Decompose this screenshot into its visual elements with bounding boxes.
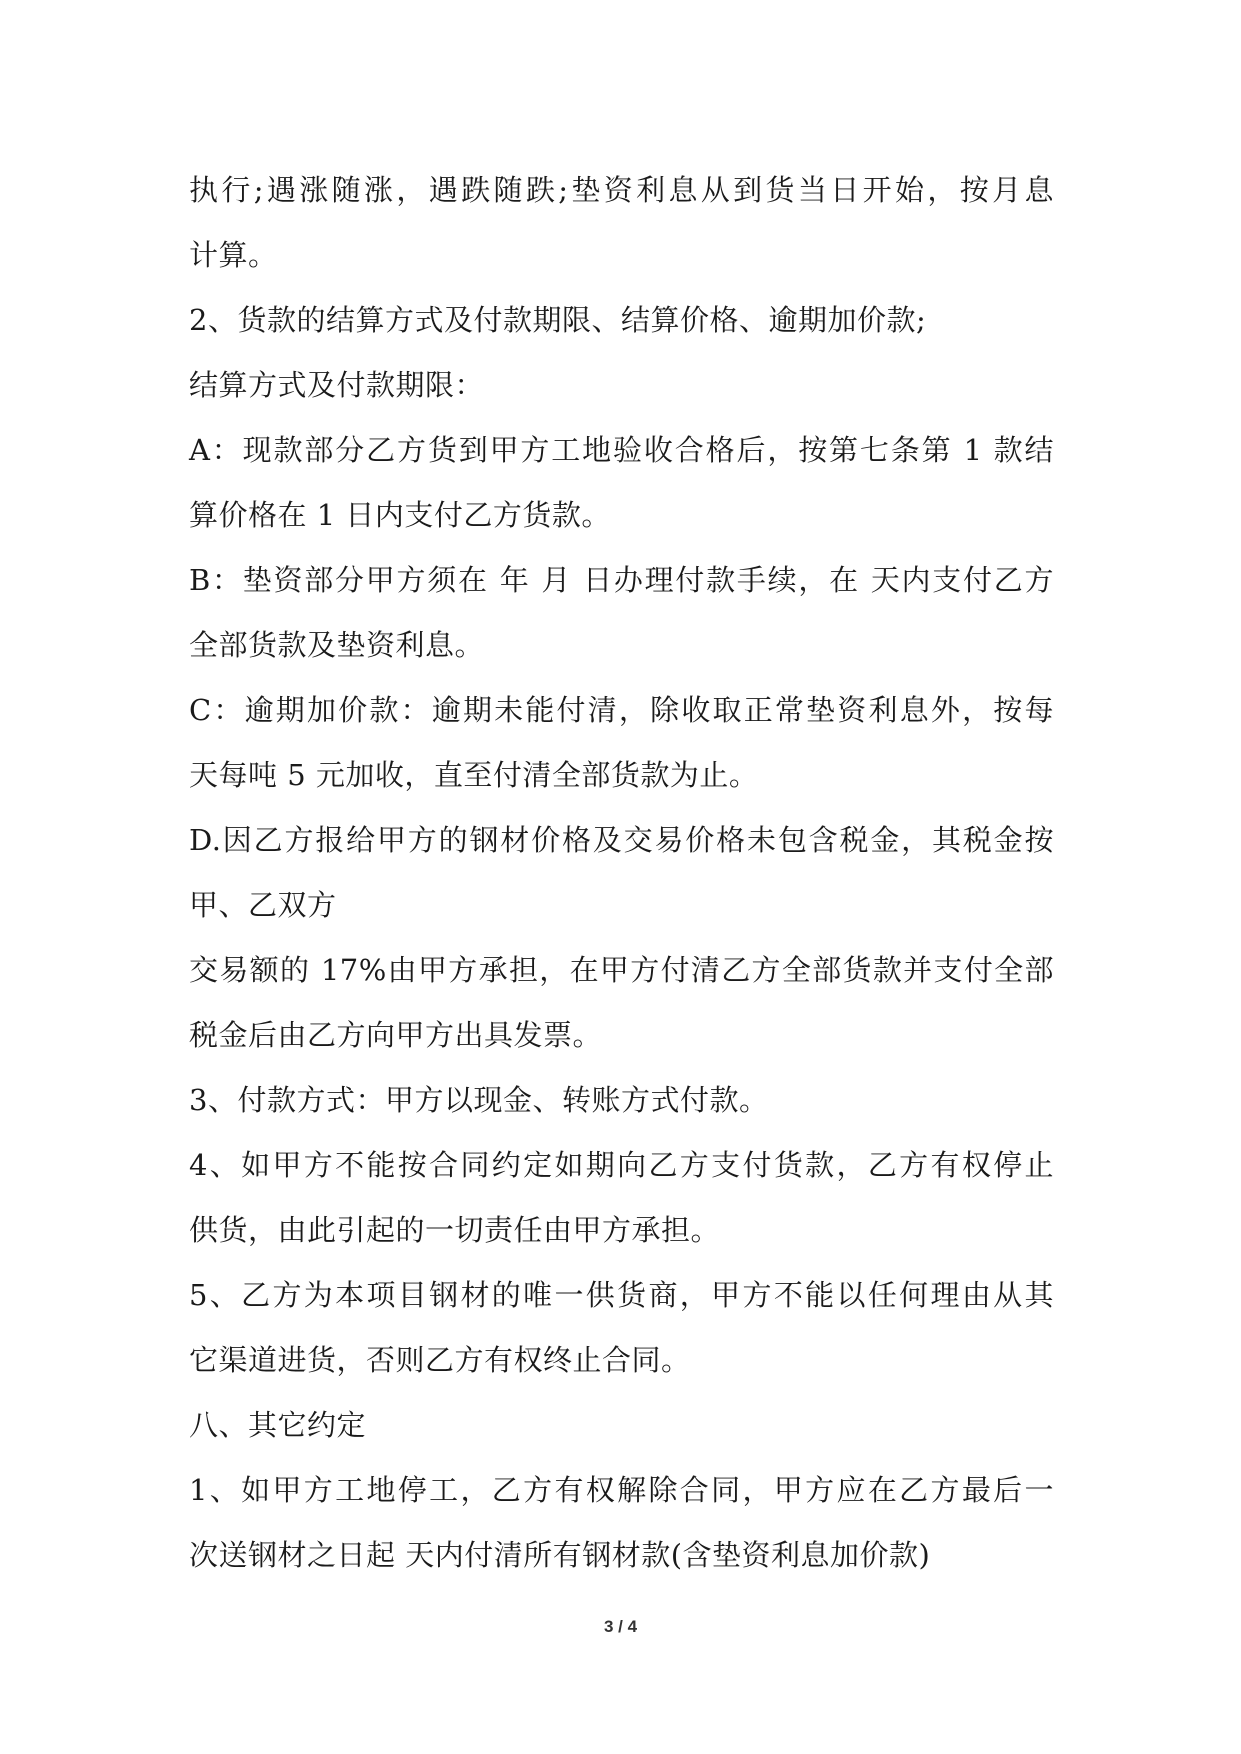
text-line: 结算方式及付款期限： [189,368,485,402]
text-line: 全部货款及垫资利息。 [189,628,485,662]
text-line: B：垫资部分甲方须在 年 月 日办理付款手续，在 天内支付乙方 [189,563,1054,597]
text-line: 1、如甲方工地停工，乙方有权解除合同，甲方应在乙方最后一 [189,1473,1054,1507]
text-line: 税金后由乙方向甲方出具发票。 [189,1018,603,1052]
text-line: 它渠道进货，否则乙方有权终止合同。 [189,1343,691,1377]
text-line: 5、乙方为本项目钢材的唯一供货商，甲方不能以任何理由从其 [189,1278,1054,1312]
text-line: C：逾期加价款：逾期未能付清，除收取正常垫资利息外，按每 [189,693,1054,727]
document-body [189,158,1054,1588]
text-line: D.因乙方报给甲方的钢材价格及交易价格未包含税金，其税金按 [189,823,1054,857]
text-line: A：现款部分乙方货到甲方工地验收合格后，按第七条第 1 款结 [189,433,1054,467]
text-line: 天每吨 5 元加收，直至付清全部货款为止。 [189,758,759,792]
text-line: 甲、乙双方 [189,888,337,922]
text-line: 计算。 [189,238,278,272]
text-line: 4、如甲方不能按合同约定如期向乙方支付货款，乙方有权停止 [189,1148,1054,1182]
text-line: 执行;遇涨随涨，遇跌随跌;垫资利息从到货当日开始，按月息 [189,173,1054,207]
text-line: 2、货款的结算方式及付款期限、结算价格、逾期加价款; [189,303,927,337]
text-line: 算价格在 1 日内支付乙方货款。 [189,498,611,532]
text-line: 3、付款方式：甲方以现金、转账方式付款。 [189,1083,769,1117]
text-line: 次送钢材之日起 天内付清所有钢材款(含垫资利息加价款) [189,1538,931,1572]
section-heading: 八、其它约定 [189,1408,367,1442]
text-line: 交易额的 17%由甲方承担，在甲方付清乙方全部货款并支付全部 [189,953,1054,987]
page-number: 3 / 4 [603,1617,638,1636]
text-line: 供货，由此引起的一切责任由甲方承担。 [189,1213,721,1247]
